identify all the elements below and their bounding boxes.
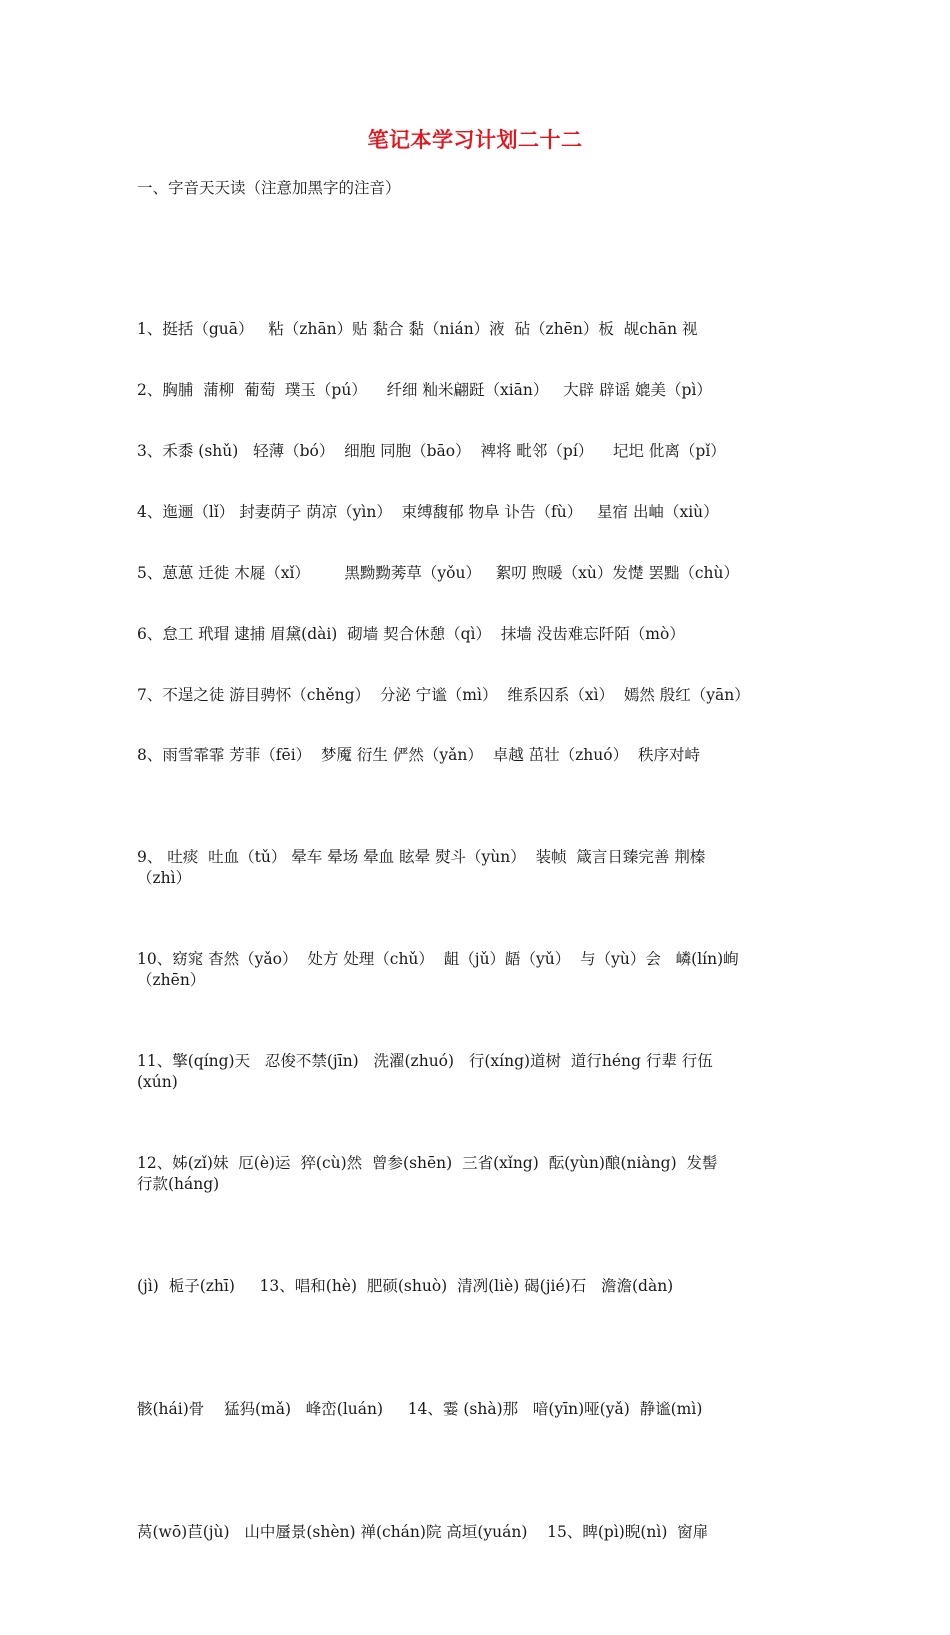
item-line: 莴(wō)苣(jù) 山中蜃景(shèn) 禅(chán)院 高垣(yuán) 15、睥(pì)睨(nì) 窗扉: [137, 1523, 709, 1541]
page-title: 笔记本学习计划二十二: [367, 127, 583, 152]
section-heading: 一、字音天天读（注意加黑字的注音）: [137, 179, 401, 197]
item-line: 7、不逞之徒 游目骋怀（chěng） 分泌 宁谧（mì） 维系囚系（xì） 嫣然 殷红（yān）: [137, 686, 750, 704]
item-line: 3、禾黍 (shǔ) 轻薄（bó） 细胞 同胞（bāo） 裨将 毗邻（pí） 圮圯 仳离（pǐ）: [137, 442, 726, 460]
item-line: （zhì）: [137, 869, 192, 887]
item-line: 6、怠工 玳瑁 逮捕 眉黛(dài) 砌墙 契合休憩（qì） 抹墙 没齿难忘阡陌（mò）: [137, 625, 685, 643]
item-line: (xún): [137, 1073, 178, 1091]
item-line: 2、胸脯 蒲柳 葡萄 璞玉（pú） 纤细 籼米翩跹（xiān） 大辟 辟谣 媲美（pì）: [137, 381, 712, 399]
item-line: 11、擎(qíng)天 忍俊不禁(jīn) 洗濯(zhuó) 行(xíng)道树 道行héng 行辈 行伍: [137, 1052, 713, 1070]
item-line: 骸(hái)骨 猛犸(mǎ) 峰峦(luán) 14、霎 (shà)那 喑(yīn)哑(yǎ) 静谧(mì): [137, 1400, 703, 1418]
item-line: （zhēn）: [137, 971, 206, 989]
list-item: [137, 1061, 817, 1635]
item-line: 1、挺括（guā） 粘（zhān）贴 黏合 黏（nián）液 砧（zhēn）板 觇chān 视: [137, 320, 698, 338]
item-line: 5、葸葸 迁徙 木屣（xǐ） 黑黝黝莠草（yǒu） 絮叨 煦暖（xù）发憷 罢黜（chù）: [137, 564, 739, 582]
item-line: (jì) 栀子(zhī) 13、唱和(hè) 肥硕(shuò) 清冽(liè) 碣(jié)石 澹澹(dàn): [137, 1277, 674, 1295]
item-line: 8、雨雪霏霏 芳菲（fēi） 梦魇 衍生 俨然（yǎn） 卓越 茁壮（zhuó） 秩序对峙: [137, 746, 700, 764]
item-line: 行款(háng): [137, 1175, 220, 1193]
item-line: 10、窈窕 杳然（yǎo） 处方 处理（chǔ） 龃（jǔ）龉（yǔ） 与（yù）会 嶙(lín)峋: [137, 950, 739, 968]
item-line: 4、迤逦（lǐ） 封妻荫子 荫凉（yìn） 束缚馥郁 物阜 讣告（fù） 星宿 出岫（xiù）: [137, 503, 719, 521]
item-line: 12、姊(zǐ)妹 厄(è)运 猝(cù)然 曾参(shēn) 三省(xǐng) 酝(yùn)酿(niàng) 发髻: [137, 1154, 718, 1172]
item-line: 9、 吐痰 吐血（tǔ） 晕车 晕场 晕血 眩晕 熨斗（yùn） 装帧 箴言日臻完善 荆榛: [137, 848, 706, 866]
